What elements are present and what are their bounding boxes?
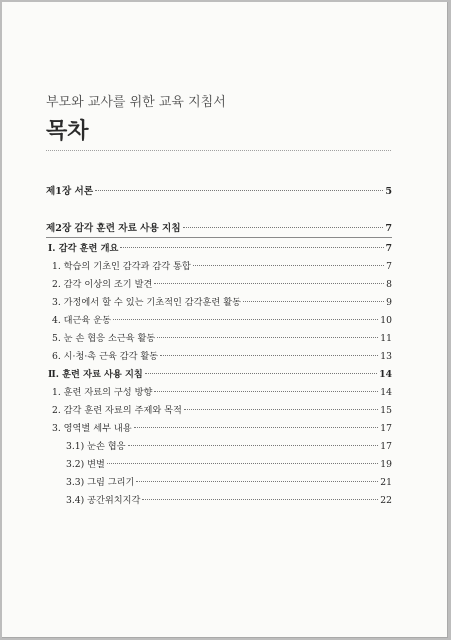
toc-entry-label: 제2장 감각 훈련 자료 사용 지침	[46, 223, 181, 234]
toc-entry-page: 10	[380, 315, 392, 326]
toc-entry-page: 5	[385, 186, 392, 197]
toc-entry-1-2[interactable]	[52, 278, 392, 292]
toc-leader-dots	[154, 283, 384, 284]
toc-entry-section-2[interactable]	[48, 368, 392, 382]
toc-entry-1-3[interactable]	[52, 296, 392, 310]
page-title: 목차	[46, 119, 89, 144]
toc-entry-label: 3.4) 공간위치지각	[66, 495, 141, 506]
toc-entry-2-3-1[interactable]	[66, 440, 392, 454]
toc-entry-1-5[interactable]	[52, 332, 392, 346]
toc-leader-dots	[145, 373, 377, 374]
toc-entry-label: 5. 눈 손 협응 소근육 활동	[52, 333, 156, 344]
toc-entry-1-6[interactable]	[52, 350, 392, 364]
toc-entry-label: 1. 훈련 자료의 구성 방향	[52, 387, 153, 398]
toc-entry-page: 9	[386, 297, 392, 308]
toc-entry-page: 17	[380, 423, 392, 434]
toc-entry-page: 11	[380, 333, 392, 344]
toc-leader-dots	[134, 427, 379, 428]
toc-leader-dots	[193, 265, 384, 266]
table-of-contents	[2, 2, 448, 638]
toc-entry-label: 3.1) 눈손 협응	[66, 441, 126, 452]
toc-entry-label: Ⅱ. 훈련 자료 사용 지침	[48, 369, 143, 380]
toc-entry-label: 2. 감각 훈련 자료의 주제와 목적	[52, 405, 182, 416]
toc-entry-label: 6. 시·청·촉 근육 감각 활동	[52, 351, 159, 362]
chapter-2-underline	[46, 237, 392, 238]
toc-leader-dots	[107, 463, 378, 464]
toc-entry-2-3-3[interactable]	[66, 476, 392, 490]
toc-entry-label: 3. 가정에서 할 수 있는 기초적인 감각훈련 활동	[52, 297, 241, 308]
toc-entry-2-3-4[interactable]	[66, 494, 392, 508]
document-subtitle: 부모와 교사를 위한 교육 지침서	[46, 95, 226, 110]
toc-entry-page: 7	[385, 223, 392, 234]
toc-entry-2-2[interactable]	[52, 404, 392, 418]
toc-entry-label: Ⅰ. 감각 훈련 개요	[48, 243, 119, 254]
toc-leader-dots	[128, 445, 379, 446]
toc-entry-label: 3.3) 그림 그리기	[66, 477, 135, 488]
toc-leader-dots	[142, 499, 378, 500]
toc-entry-1-4[interactable]	[52, 314, 392, 328]
toc-entry-page: 17	[380, 441, 392, 452]
toc-entry-page: 7	[385, 243, 392, 254]
toc-leader-dots	[120, 247, 383, 248]
toc-entry-page: 19	[380, 459, 392, 470]
toc-leader-dots	[113, 319, 378, 320]
toc-entry-label: 제1장 서론	[46, 186, 94, 197]
toc-leader-dots	[136, 481, 378, 482]
toc-entry-page: 7	[386, 261, 392, 272]
toc-entry-section-1[interactable]	[48, 242, 392, 256]
toc-leader-dots	[154, 391, 378, 392]
document-page	[2, 2, 448, 638]
toc-entry-page: 22	[380, 495, 392, 506]
toc-entry-chapter-2[interactable]	[46, 222, 392, 236]
toc-entry-1-1[interactable]	[52, 260, 392, 274]
toc-entry-page: 15	[380, 405, 392, 416]
toc-leader-dots	[160, 355, 378, 356]
toc-entry-page: 8	[386, 279, 392, 290]
toc-entry-2-1[interactable]	[52, 386, 392, 400]
toc-leader-dots	[183, 227, 384, 228]
toc-entry-page: 14	[380, 387, 392, 398]
toc-entry-2-3[interactable]	[52, 422, 392, 436]
toc-leader-dots	[95, 190, 383, 191]
toc-entry-label: 2. 감각 이상의 조기 발견	[52, 279, 153, 290]
toc-entry-2-3-2[interactable]	[66, 458, 392, 472]
toc-entry-chapter-1[interactable]	[46, 185, 392, 199]
toc-leader-dots	[243, 301, 384, 302]
toc-entry-page: 14	[379, 369, 392, 380]
toc-entry-label: 3.2) 변별	[66, 459, 105, 470]
toc-entry-label: 3. 영역별 세부 내용	[52, 423, 132, 434]
toc-entry-label: 4. 대근육 운동	[52, 315, 111, 326]
toc-leader-dots	[157, 337, 378, 338]
toc-entry-page: 21	[380, 477, 392, 488]
toc-entry-label: 1. 학습의 기초인 감각과 감각 통합	[52, 261, 191, 272]
toc-leader-dots	[184, 409, 378, 410]
toc-entry-page: 13	[380, 351, 392, 362]
